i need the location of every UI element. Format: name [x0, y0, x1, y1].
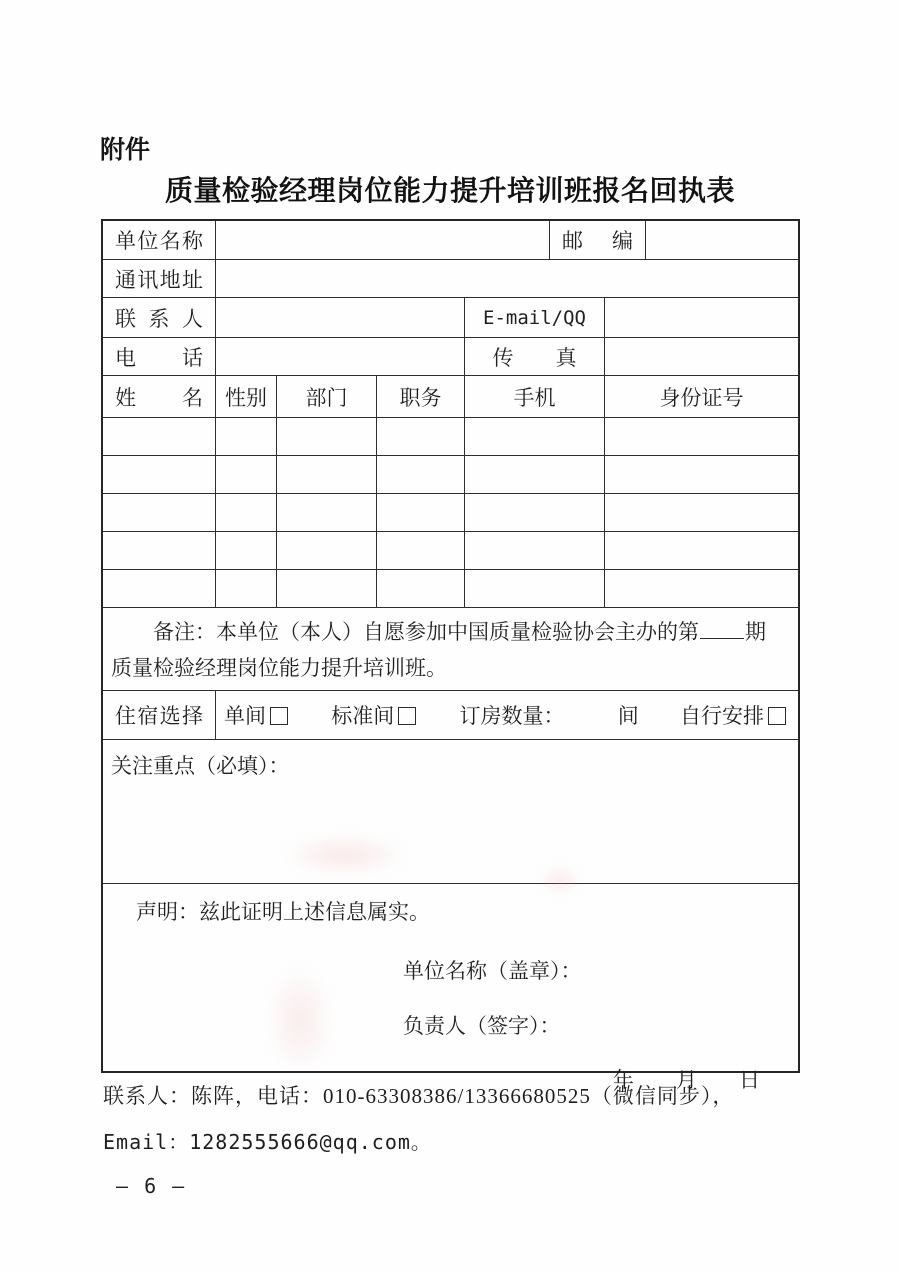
accommodation-options-cell — [216, 691, 798, 739]
roster-cell — [103, 418, 216, 455]
roster-empty-row — [103, 456, 798, 494]
roster-cell — [465, 456, 605, 493]
checkbox-icon — [270, 707, 288, 725]
focus-row — [103, 740, 798, 884]
declaration-cell — [103, 884, 798, 1092]
unit-name-label: 单位名称 — [115, 229, 203, 253]
email-qq-label: E-mail/QQ — [483, 306, 586, 329]
signature-line: 负责人（签字）： — [403, 1014, 561, 1038]
roster-cell — [103, 456, 216, 493]
title-header-cell — [377, 376, 465, 417]
roster-header-row — [103, 376, 798, 418]
roster-cell — [377, 494, 465, 531]
roster-cell — [103, 570, 216, 607]
address-label: 通讯地址 — [115, 267, 203, 292]
roster-cell — [216, 570, 277, 607]
roster-empty-row — [103, 494, 798, 532]
roster-cell — [277, 418, 377, 455]
focus-label: 关注重点（必填）： — [111, 754, 290, 778]
phone-label-cell — [103, 338, 216, 375]
page-title: 质量检验经理岗位能力提升培训班报名回执表 — [164, 175, 735, 206]
roster-cell — [377, 456, 465, 493]
fax-label-cell — [465, 338, 605, 375]
contact-label-cell — [103, 298, 216, 337]
booking-qty-label: 订房数量： — [459, 704, 565, 728]
roster-cell — [465, 532, 605, 569]
accommodation-row — [103, 691, 798, 740]
roster-cell — [377, 570, 465, 607]
address-blank-cell — [216, 260, 798, 297]
roster-cell — [216, 494, 277, 531]
phone-blank-cell — [216, 338, 465, 375]
roster-cell — [605, 418, 798, 455]
remark-cell — [103, 608, 798, 690]
page-number: — 6 — — [116, 1174, 187, 1198]
roster-cell — [465, 418, 605, 455]
roster-cell — [277, 532, 377, 569]
fill-in-blank — [700, 634, 744, 639]
title-header: 职务 — [399, 385, 442, 410]
roster-cell — [465, 494, 605, 531]
mobile-header-cell — [465, 376, 605, 417]
email-qq-blank-cell — [605, 298, 798, 337]
postal-code-label-cell — [550, 221, 646, 259]
email-qq-label-cell — [465, 298, 605, 337]
roster-cell — [377, 418, 465, 455]
contact-row — [103, 298, 798, 338]
registration-form-table — [101, 219, 800, 1092]
roster-cell — [605, 570, 798, 607]
accommodation-label: 住宿选择 — [115, 704, 203, 728]
address-row — [103, 260, 798, 298]
unit-name-row — [103, 221, 798, 260]
roster-cell — [216, 418, 277, 455]
remark-line2: 质量检验经理岗位能力提升培训班。 — [111, 656, 447, 680]
id-header-cell — [605, 376, 798, 417]
accommodation-label-cell — [103, 691, 216, 739]
declaration-statement: 声明：兹此证明上述信息属实。 — [136, 900, 430, 924]
focus-cell — [103, 740, 798, 883]
dept-header-cell — [277, 376, 377, 417]
standard-room-option: 标准间 — [331, 700, 416, 730]
checkbox-icon — [768, 707, 786, 725]
roster-cell — [103, 532, 216, 569]
roster-cell — [216, 532, 277, 569]
name-header-cell — [103, 376, 216, 417]
roster-empty-row — [103, 418, 798, 456]
postal-code-label: 邮编 — [562, 229, 633, 253]
attachment-label: 附件 — [100, 136, 151, 164]
remark-row — [103, 608, 798, 691]
contact-label: 联系人 — [115, 306, 203, 331]
gender-header-cell — [216, 376, 277, 417]
roster-cell — [277, 570, 377, 607]
roster-cell — [605, 494, 798, 531]
self-arrange-option: 自行安排 — [680, 700, 786, 730]
phone-label: 电话 — [115, 345, 203, 370]
roster-cell — [465, 570, 605, 607]
unit-name-blank-cell — [216, 221, 550, 259]
room-unit-label: 间 — [617, 704, 639, 728]
roster-cell — [103, 494, 216, 531]
date-line: 年 月 日 — [613, 1068, 760, 1092]
fax-blank-cell — [605, 338, 798, 375]
remark-line1: 备注：本单位（本人）自愿参加中国质量检验协会主办的第 期 — [153, 620, 766, 644]
checkbox-icon — [398, 707, 416, 725]
footer-email-line: Email：1282555666@qq.com。 — [103, 1130, 432, 1154]
gender-header: 性别 — [225, 385, 267, 410]
roster-cell — [216, 456, 277, 493]
fax-label: 传 真 — [492, 345, 577, 370]
declaration-row — [103, 884, 798, 1092]
contact-blank-cell — [216, 298, 465, 337]
address-label-cell — [103, 260, 216, 297]
roster-cell — [605, 456, 798, 493]
dept-header: 部门 — [305, 385, 348, 410]
roster-empty-row — [103, 570, 798, 608]
single-room-option: 单间 — [224, 700, 288, 730]
roster-empty-row — [103, 532, 798, 570]
roster-cell — [277, 494, 377, 531]
mobile-header: 手机 — [513, 385, 556, 410]
roster-cell — [277, 456, 377, 493]
footer-contact-line: 联系人：陈阵，电话：010-63308386/13366680525（微信同步）， — [103, 1084, 735, 1108]
unit-name-label-cell — [103, 221, 216, 259]
id-header: 身份证号 — [659, 385, 744, 410]
postal-code-blank-cell — [646, 221, 798, 259]
roster-cell — [377, 532, 465, 569]
name-header: 姓名 — [115, 385, 203, 410]
phone-row — [103, 338, 798, 376]
seal-line: 单位名称（盖章）： — [403, 959, 582, 983]
roster-cell — [605, 532, 798, 569]
